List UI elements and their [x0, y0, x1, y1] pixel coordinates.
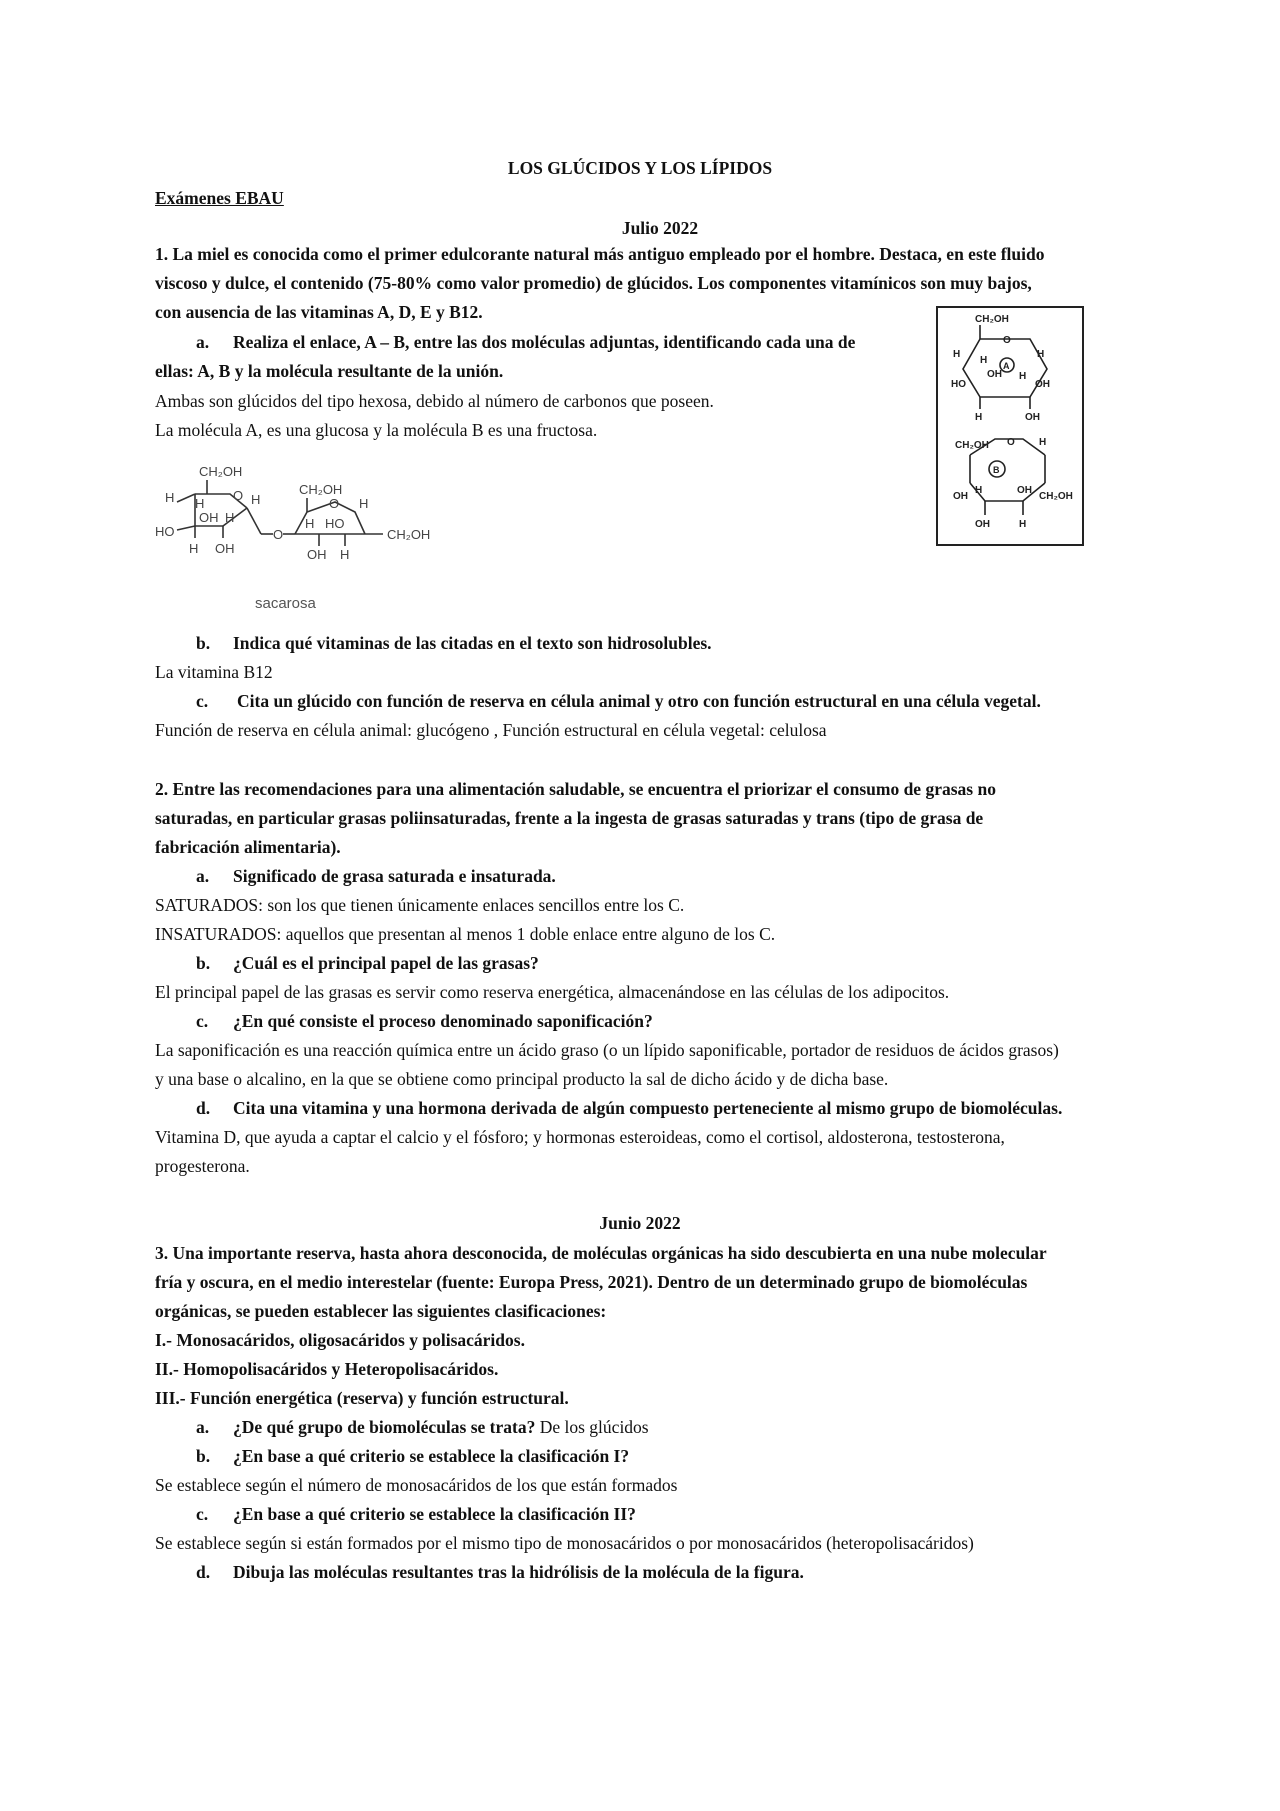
a-h-label: H — [975, 412, 983, 423]
q2a-answer-line: SATURADOS: son los que tienen únicamente enlaces sencillos entre los C. — [155, 895, 685, 915]
q2c-letter: c. — [196, 1011, 209, 1031]
q3a-letter: a. — [196, 1417, 210, 1437]
a-oh-label: OH — [1035, 379, 1050, 390]
section-label: Exámenes EBAU — [155, 188, 284, 208]
glc-h-label: H — [225, 510, 235, 525]
q2-intro-line: fabricación alimentaria). — [155, 837, 341, 857]
fru-h-label: H — [305, 516, 315, 531]
q2d-question: Cita una vitamina y una hormona derivada de algún compuesto perteneciente al mismo grupo de biomoléculas. — [233, 1098, 1063, 1118]
q3-intro-line: orgánicas, se pueden establecer las siguientes clasificaciones: — [155, 1301, 607, 1321]
q1b-letter: b. — [196, 633, 211, 653]
q3a-question: ¿De qué grupo de biomoléculas se trata? — [233, 1417, 536, 1437]
b-oh-label: OH — [1017, 485, 1032, 496]
q2a-answer-line: INSATURADOS: aquellos que presentan al menos 1 doble enlace entre alguno de los C. — [155, 924, 776, 944]
q1-intro-line: 1. La miel es conocida como el primer edulcorante natural más antiguo empleado por el hombre. Destaca, en este fluido — [155, 244, 1045, 264]
glc-ch2oh-label: CH₂OH — [199, 464, 243, 479]
b-h-label: H — [1019, 519, 1027, 530]
q1a-question-line: ellas: A, B y la molécula resultante de la unión. — [155, 361, 504, 381]
fru-oh-label: OH — [307, 547, 327, 562]
glc-h-label: H — [195, 496, 205, 511]
heading-julio-2022: Julio 2022 — [621, 218, 699, 238]
q2b-question: ¿Cuál es el principal papel de las grasas? — [233, 953, 539, 973]
glc-h-label: H — [165, 490, 175, 505]
q2d-answer-line: Vitamina D, que ayuda a captar el calcio y el fósforo; y hormonas esteroideas, como el cortisol, aldosterona, testosterona, — [155, 1127, 1005, 1147]
q1b-question: Indica qué vitaminas de las citadas en el texto son hidrosolubles. — [233, 633, 712, 653]
q1c-answer: Función de reserva en célula animal: glucógeno , Función estructural en célula vegetal: celulosa — [155, 720, 827, 740]
q3a-answer: De los glúcidos — [539, 1417, 649, 1437]
heading-junio-2022: Junio 2022 — [599, 1213, 681, 1233]
q1a-answer-line: La molécula A, es una glucosa y la molécula B es una fructosa. — [155, 420, 598, 440]
q3c-answer: Se establece según si están formados por el mismo tipo de monosacáridos o por monosacáridos (heteropolisacáridos) — [155, 1533, 974, 1553]
fru-h-label: H — [359, 496, 369, 511]
q2c-answer-line: La saponificación es una reacción química entre un ácido graso (o un lípido saponificable, portador de residuos de ácidos grasos) — [155, 1040, 1059, 1060]
q2c-answer-line: y una base o alcalino, en la que se obtiene como principal producto la sal de dicho ácido y de dicha base. — [155, 1069, 889, 1089]
q3d-question: Dibuja las moléculas resultantes tras la hidrólisis de la molécula de la figura. — [233, 1562, 804, 1582]
a-h-label: H — [980, 355, 988, 366]
b-oh-label: OH — [953, 491, 968, 502]
q2b-answer: El principal papel de las grasas es servir como reserva energética, almacenándose en las células de los adipocitos. — [155, 982, 950, 1002]
glc-oh-label: OH — [215, 541, 235, 556]
q3c-letter: c. — [196, 1504, 209, 1524]
q3d-letter: d. — [196, 1562, 211, 1582]
q2d-answer-line: progesterona. — [155, 1156, 250, 1176]
q3-classification: III.- Función energética (reserva) y función estructural. — [155, 1388, 569, 1408]
molecules-a-b-figure — [935, 305, 1085, 547]
glycosidic-o-label: O — [273, 527, 284, 542]
q3b-letter: b. — [196, 1446, 211, 1466]
q1-intro-line: con ausencia de las vitaminas A, D, E y B12. — [155, 302, 483, 322]
a-h-label: H — [953, 349, 961, 360]
fru-ch2oh-label: CH₂OH — [299, 482, 343, 497]
q1-intro-line: viscoso y dulce, el contenido (75-80% como valor promedio) de glúcidos. Los componentes vitamínicos son muy bajos, — [155, 273, 1032, 293]
q1c-letter: c. — [196, 691, 209, 711]
q3c-question: ¿En base a qué criterio se establece la clasificación II? — [233, 1504, 636, 1524]
q3b-answer: Se establece según el número de monosacáridos de los que están formados — [155, 1475, 678, 1495]
q1a-answer-line: Ambas son glúcidos del tipo hexosa, debido al número de carbonos que poseen. — [155, 391, 714, 411]
q3-intro-line: 3. Una importante reserva, hasta ahora desconocida, de moléculas orgánicas ha sido descubierta en una nube molecular — [155, 1243, 1047, 1263]
fru-ring-o-label: O — [329, 496, 340, 511]
q2a-letter: a. — [196, 866, 210, 886]
q3-intro-line: fría y oscura, en el medio interestelar (fuente: Europa Press, 2021). Dentro de un determinado grupo de biomoléculas — [155, 1272, 1028, 1292]
b-h-label: H — [1039, 437, 1047, 448]
q1a-question-line: Realiza el enlace, A – B, entre las dos moléculas adjuntas, identificando cada una de — [233, 332, 856, 352]
b-ring-o-label: O — [1007, 437, 1015, 448]
a-h-label: H — [1037, 349, 1045, 360]
a-ch2oh-label: CH₂OH — [975, 314, 1009, 325]
glc-h-label: H — [251, 492, 261, 507]
b-h-label: H — [975, 485, 983, 496]
q3-classification: I.- Monosacáridos, oligosacáridos y polisacáridos. — [155, 1330, 525, 1350]
b-oh-label: OH — [975, 519, 990, 530]
sucrose-caption: sacarosa — [255, 595, 316, 612]
b-ch2oh-label: CH₂OH — [955, 440, 989, 451]
glc-oh-label: OH — [199, 510, 219, 525]
molecule-a-label: A — [1003, 361, 1010, 371]
q2d-letter: d. — [196, 1098, 211, 1118]
a-oh-label: OH — [1025, 412, 1040, 423]
b-ch2oh-label: CH₂OH — [1039, 491, 1073, 502]
molecule-b-label: B — [993, 465, 1000, 475]
glc-h-label: H — [189, 541, 199, 556]
a-ho-label: HO — [951, 379, 966, 390]
q2c-question: ¿En qué consiste el proceso denominado saponificación? — [233, 1011, 653, 1031]
q1b-answer: La vitamina B12 — [155, 662, 273, 682]
q1a-letter: a. — [196, 332, 210, 352]
q3a-line — [233, 1416, 649, 1438]
fru-ch2oh-label: CH₂OH — [387, 527, 431, 542]
a-h-label: H — [1019, 371, 1027, 382]
fru-ho-label: HO — [325, 516, 345, 531]
a-oh-label: OH — [987, 369, 1002, 380]
glc-ring-o-label: O — [233, 488, 244, 503]
sucrose-structure-figure — [155, 458, 455, 618]
q3-classification: II.- Homopolisacáridos y Heteropolisacáridos. — [155, 1359, 499, 1379]
q1c-question: Cita un glúcido con función de reserva en célula animal y otro con función estructural en una célula vegetal. — [237, 691, 1041, 711]
q2-intro-line: 2. Entre las recomendaciones para una alimentación saludable, se encuentra el priorizar el consumo de grasas no — [155, 779, 996, 799]
q2b-letter: b. — [196, 953, 211, 973]
q3b-question: ¿En base a qué criterio se establece la clasificación I? — [233, 1446, 630, 1466]
page-title: LOS GLÚCIDOS Y LOS LÍPIDOS — [507, 158, 773, 178]
q2-intro-line: saturadas, en particular grasas poliinsaturadas, frente a la ingesta de grasas saturadas y trans (tipo de grasa de — [155, 808, 984, 828]
fru-h-label: H — [340, 547, 350, 562]
q2a-question: Significado de grasa saturada e insaturada. — [233, 866, 556, 886]
a-ring-o-label: O — [1003, 335, 1011, 346]
glc-ho-label: HO — [155, 524, 175, 539]
